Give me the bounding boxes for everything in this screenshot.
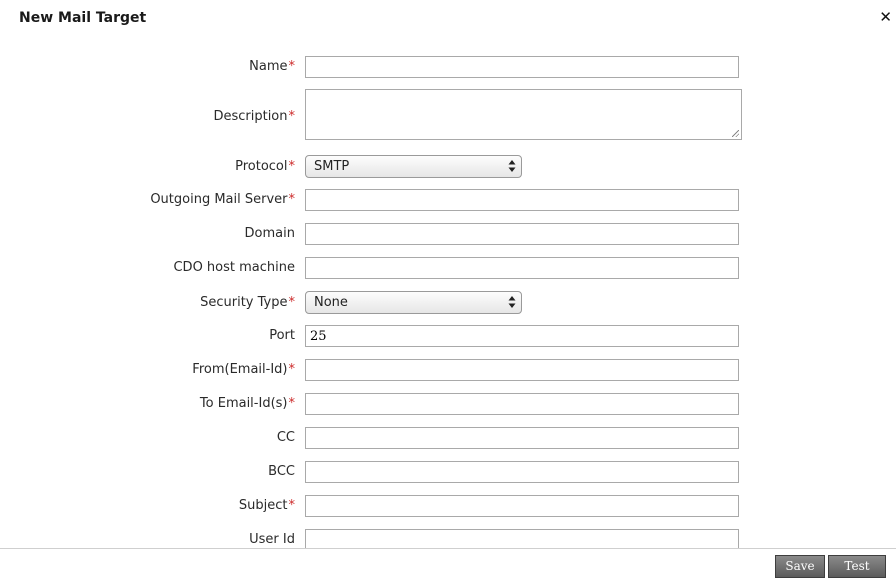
name-label: Name* <box>249 59 295 74</box>
required-marker: * <box>288 362 295 377</box>
security-type-select[interactable] <box>305 291 522 314</box>
subject-input[interactable] <box>305 495 739 517</box>
outgoing-server-input[interactable] <box>305 189 739 211</box>
required-marker: * <box>288 192 295 207</box>
required-marker: * <box>288 295 295 310</box>
outgoing-server-label: Outgoing Mail Server* <box>150 192 295 207</box>
to-email-label: To Email-Id(s)* <box>199 396 295 411</box>
protocol-select[interactable] <box>305 155 522 178</box>
from-email-label: From(Email-Id)* <box>192 362 295 377</box>
to-email-input[interactable] <box>305 393 739 415</box>
description-label: Description* <box>213 109 295 124</box>
dialog-footer <box>0 548 896 581</box>
description-textarea[interactable] <box>305 89 742 140</box>
protocol-selected-value: SMTP <box>314 159 350 174</box>
cdo-host-label: CDO host machine <box>173 260 295 275</box>
domain-label: Domain <box>244 226 295 241</box>
domain-input[interactable] <box>305 223 739 245</box>
subject-label: Subject* <box>238 498 295 513</box>
close-icon[interactable]: ✕ <box>879 8 892 26</box>
save-button[interactable]: Save <box>775 555 825 578</box>
cdo-host-input[interactable] <box>305 257 739 279</box>
security-type-selected-value: None <box>314 295 348 310</box>
name-input[interactable] <box>305 56 739 78</box>
protocol-label: Protocol* <box>235 159 295 174</box>
required-marker: * <box>288 498 295 513</box>
cc-input[interactable] <box>305 427 739 449</box>
test-button[interactable]: Test <box>828 555 886 578</box>
required-marker: * <box>288 109 295 124</box>
port-label: Port <box>269 328 295 343</box>
user-id-label: User Id <box>249 532 295 547</box>
bcc-label: BCC <box>268 464 295 479</box>
from-email-input[interactable] <box>305 359 739 381</box>
resize-handle-icon[interactable] <box>732 130 739 137</box>
cc-label: CC <box>276 430 295 445</box>
up-down-arrows-icon <box>508 295 516 309</box>
bcc-input[interactable] <box>305 461 739 483</box>
user-id-input[interactable] <box>305 529 739 548</box>
required-marker: * <box>288 59 295 74</box>
dialog-title: New Mail Target <box>19 10 147 26</box>
security-type-label: Security Type* <box>200 295 295 310</box>
required-marker: * <box>288 396 295 411</box>
required-marker: * <box>288 159 295 174</box>
up-down-arrows-icon <box>508 159 516 173</box>
port-input[interactable] <box>305 325 739 347</box>
